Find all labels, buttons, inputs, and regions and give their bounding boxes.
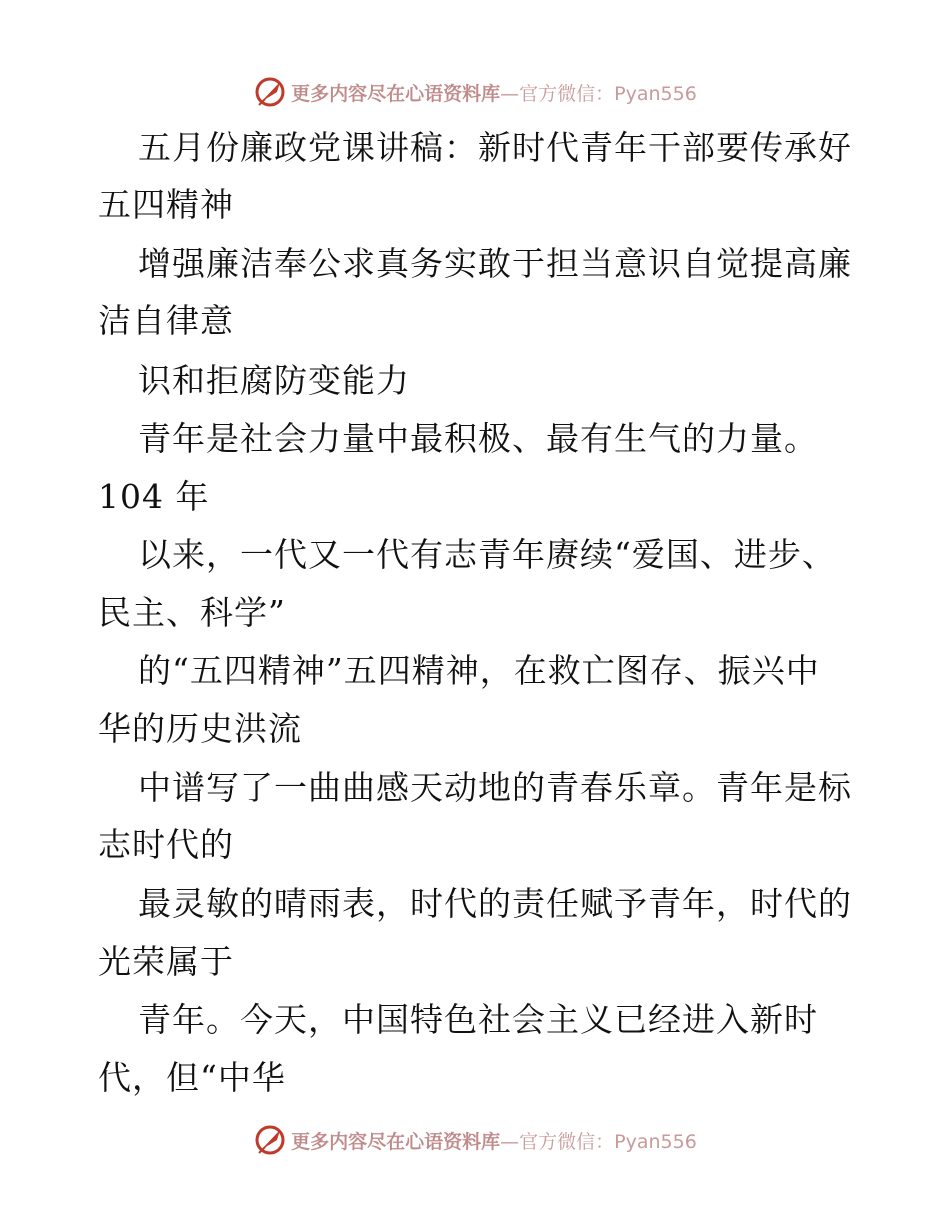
watermark-text	[291, 79, 697, 106]
text-line: 华的历史洪流	[98, 709, 302, 748]
footer-watermark	[0, 1120, 950, 1160]
text-line: 五四精神	[98, 185, 234, 224]
watermark-text	[291, 1127, 697, 1154]
watermark-wechat: 官方微信：Pyan556	[519, 1130, 697, 1153]
text-line: 中谱写了一曲曲感天动地的青春乐章。青年是标	[138, 768, 852, 807]
quill-logo-icon	[253, 75, 287, 109]
watermark-wechat: 官方微信：Pyan556	[519, 82, 697, 105]
header-watermark	[0, 72, 950, 112]
text-line: 五月份廉政党课讲稿：新时代青年干部要传承好	[138, 128, 852, 167]
text-line: 以来，一代又一代有志青年赓续“爱国、进步、	[138, 535, 836, 574]
text-line: 志时代的	[98, 825, 234, 864]
text-line: 的“五四精神”五四精神，在救亡图存、振兴中	[138, 651, 820, 690]
text-line: 民主、科学”	[98, 593, 286, 632]
text-line: 增强廉洁奉公求真务实敢于担当意识自觉提高廉	[138, 244, 852, 283]
text-line: 青年是社会力量中最积极、最有生气的力量。	[138, 419, 818, 458]
text-line: 洁自律意	[98, 301, 234, 340]
watermark-brand: 更多内容尽在心语资料库	[291, 82, 501, 105]
text-line: 代，但“中华	[98, 1058, 286, 1097]
text-line: 青年。今天，中国特色社会主义已经进入新时	[138, 1000, 818, 1039]
watermark-separator: —	[500, 82, 520, 105]
quill-logo-icon	[253, 1123, 287, 1157]
watermark-separator: —	[500, 1130, 520, 1153]
watermark-brand: 更多内容尽在心语资料库	[291, 1130, 501, 1153]
text-line: 识和拒腐防变能力	[138, 361, 410, 400]
text-line: 光荣属于	[98, 942, 234, 981]
text-line: 104 年	[98, 477, 210, 516]
text-line: 最灵敏的晴雨表，时代的责任赋予青年，时代的	[138, 884, 852, 923]
